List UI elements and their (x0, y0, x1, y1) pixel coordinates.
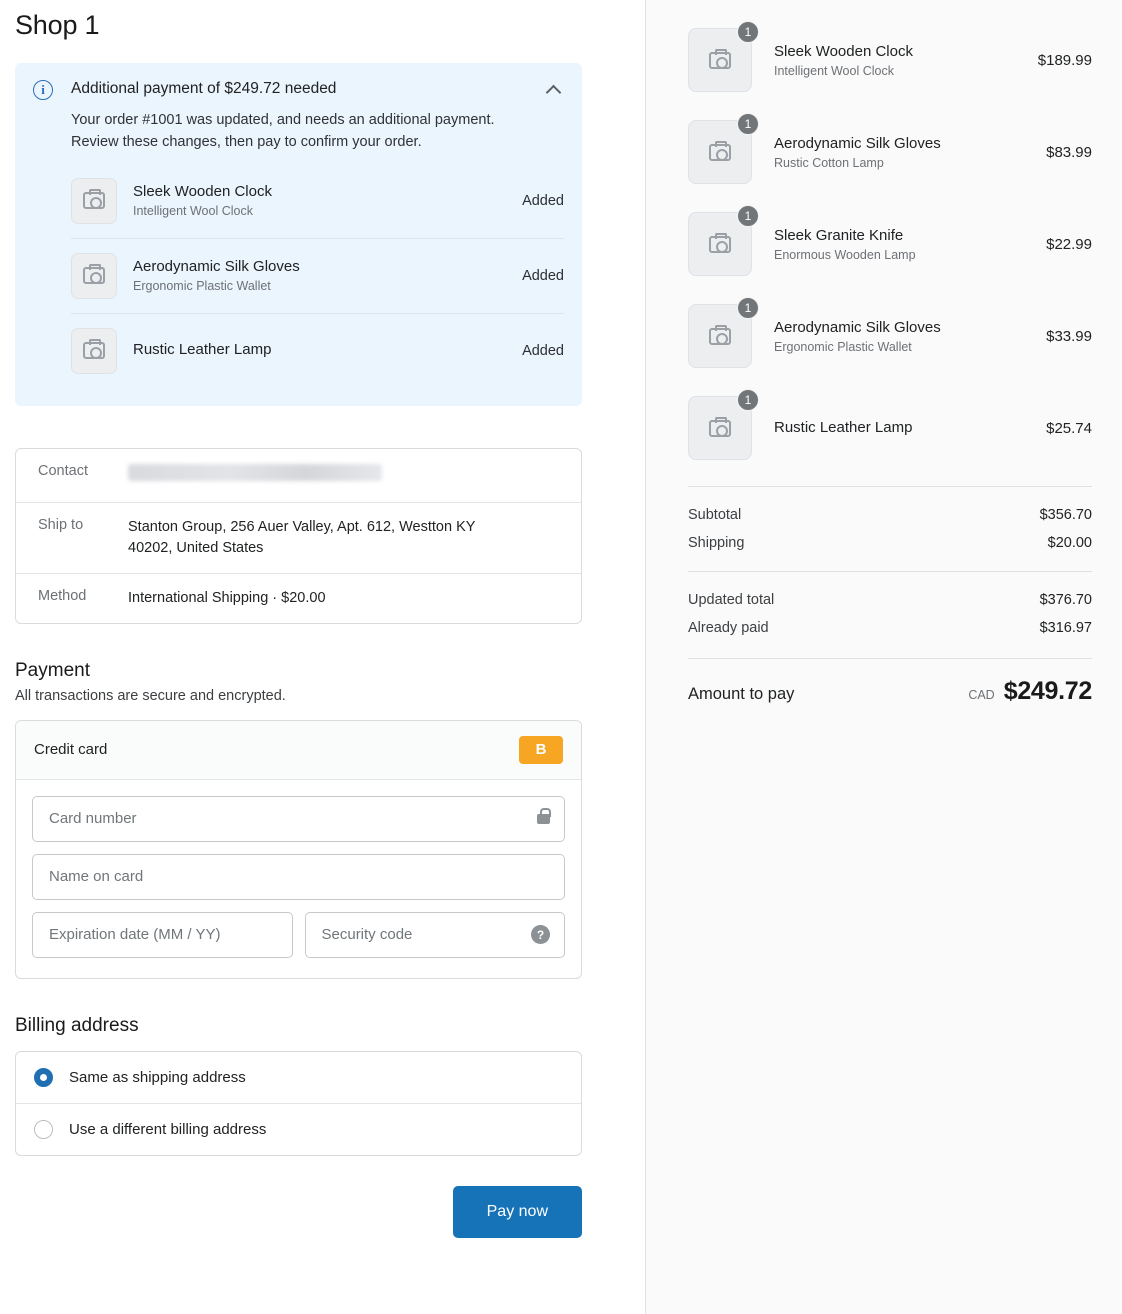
already-paid-row (688, 614, 1092, 642)
card-number-field[interactable] (32, 796, 565, 842)
product-thumbnail (71, 253, 117, 299)
updated-total-row (688, 586, 1092, 614)
camera-icon (83, 192, 105, 209)
product-name: Sleek Wooden Clock (133, 182, 272, 200)
ship-to-label: Ship to (38, 516, 84, 533)
camera-icon (83, 342, 105, 359)
product-thumbnail (688, 25, 752, 92)
ship-to-row (16, 502, 581, 573)
quantity-badge: 1 (737, 205, 759, 227)
product-name: Rustic Leather Lamp (133, 341, 272, 359)
shipping-value: $20.00 (1047, 535, 1092, 551)
product-name: Sleek Wooden Clock (774, 42, 913, 60)
ship-to-value: Stanton Group, 256 Auer Valley, Apt. 612, Westton KY 40202, United States (128, 518, 476, 556)
summary-list-item (688, 290, 1092, 382)
summary-list-item (688, 382, 1092, 474)
product-price: $189.99 (1037, 51, 1092, 69)
status-badge: Added (522, 342, 564, 359)
product-variant: Enormous Wooden Lamp (774, 248, 916, 263)
quantity-badge: 1 (737, 113, 759, 135)
billing-option-label: Same as shipping address (69, 1068, 246, 1086)
product-price: $22.99 (1046, 235, 1092, 253)
list-item (71, 238, 564, 313)
product-name: Sleek Granite Knife (774, 226, 904, 244)
credit-card-label: Credit card (34, 741, 108, 759)
contact-row (16, 449, 581, 502)
camera-icon (709, 328, 731, 345)
totals-group-1 (688, 487, 1092, 557)
product-price: $83.99 (1046, 143, 1092, 161)
subtotal-row (688, 501, 1092, 529)
pay-now-button[interactable]: Pay now (453, 1186, 582, 1238)
camera-icon (709, 52, 731, 69)
camera-icon (709, 420, 731, 437)
method-row (16, 573, 581, 623)
expiration-date-input[interactable] (47, 925, 278, 944)
product-thumbnail (71, 328, 117, 374)
name-on-card-input[interactable] (47, 867, 550, 886)
billing-options (15, 1051, 582, 1156)
billing-option-different[interactable] (16, 1103, 581, 1155)
contact-label: Contact (38, 462, 88, 479)
product-name: Aerodynamic Silk Gloves (774, 134, 941, 152)
product-name: Aerodynamic Silk Gloves (774, 318, 941, 336)
product-name: Rustic Leather Lamp (774, 419, 913, 437)
order-details-box (15, 448, 582, 624)
camera-icon (709, 144, 731, 161)
quantity-badge: 1 (737, 297, 759, 319)
billing-heading: Billing address (15, 1014, 139, 1036)
help-icon[interactable]: ? (531, 925, 550, 944)
payment-subtext: All transactions are secure and encrypted. (15, 687, 286, 704)
method-label: Method (38, 587, 87, 604)
updated-total-label: Updated total (688, 592, 775, 608)
camera-icon (83, 267, 105, 284)
credit-card-header (16, 721, 581, 780)
method-value: International Shipping · $20.00 (128, 589, 326, 606)
order-summary-column (645, 0, 1122, 1314)
product-name: Aerodynamic Silk Gloves (133, 257, 300, 275)
updated-total-value: $376.70 (1039, 592, 1092, 608)
product-variant: Ergonomic Plastic Wallet (774, 340, 912, 355)
list-item (71, 313, 564, 388)
card-number-input[interactable] (47, 809, 529, 828)
banner-body-text: Your order #1001 was updated, and needs an additional payment. Review these changes, then pay to confirm your order. (71, 112, 495, 150)
already-paid-value: $316.97 (1039, 620, 1092, 636)
lock-icon (537, 814, 550, 824)
list-item (71, 170, 564, 238)
chevron-up-icon[interactable] (542, 79, 564, 101)
subtotal-value: $356.70 (1039, 507, 1092, 523)
amount-to-pay-row (688, 659, 1092, 706)
product-variant: Ergonomic Plastic Wallet (133, 279, 271, 294)
camera-icon (709, 236, 731, 253)
product-price: $25.74 (1046, 419, 1092, 437)
page-title: Shop 1 (15, 10, 100, 40)
status-badge: Added (522, 192, 564, 209)
security-code-input[interactable] (320, 925, 524, 944)
quantity-badge: 1 (737, 21, 759, 43)
billing-option-same[interactable] (16, 1052, 581, 1103)
summary-list-item (688, 14, 1092, 106)
banner-item-list (71, 170, 564, 388)
product-thumbnail (688, 393, 752, 460)
security-code-field[interactable] (305, 912, 566, 958)
summary-list-item (688, 198, 1092, 290)
amount-to-pay-label: Amount to pay (688, 685, 795, 703)
radio-icon-selected[interactable] (34, 1068, 53, 1087)
payment-heading: Payment (15, 659, 90, 681)
totals-group-2 (688, 572, 1092, 642)
name-on-card-field[interactable] (32, 854, 565, 900)
product-thumbnail (688, 209, 752, 276)
product-price: $33.99 (1046, 327, 1092, 345)
currency-label: CAD (968, 688, 995, 702)
expiration-date-field[interactable] (32, 912, 293, 958)
contact-value (128, 463, 382, 488)
credit-card-block (15, 720, 582, 979)
product-variant: Intelligent Wool Clock (774, 64, 894, 79)
redacted-contact (128, 464, 382, 481)
banner-title: Additional payment of $249.72 needed (71, 80, 337, 97)
shipping-label: Shipping (688, 535, 745, 551)
info-icon: i (33, 80, 53, 100)
product-thumbnail (688, 117, 752, 184)
status-badge: Added (522, 267, 564, 284)
card-brand-icon: B (519, 736, 563, 764)
product-variant: Rustic Cotton Lamp (774, 156, 884, 171)
billing-option-label: Use a different billing address (69, 1120, 267, 1138)
quantity-badge: 1 (737, 389, 759, 411)
summary-list-item (688, 106, 1092, 198)
radio-icon[interactable] (34, 1120, 53, 1139)
subtotal-label: Subtotal (688, 507, 742, 523)
already-paid-label: Already paid (688, 620, 769, 636)
amount-to-pay-value: $249.72 (1003, 677, 1092, 705)
product-thumbnail (688, 301, 752, 368)
additional-payment-banner (15, 63, 582, 406)
shipping-row (688, 529, 1092, 557)
product-variant: Intelligent Wool Clock (133, 204, 253, 219)
product-thumbnail (71, 178, 117, 224)
